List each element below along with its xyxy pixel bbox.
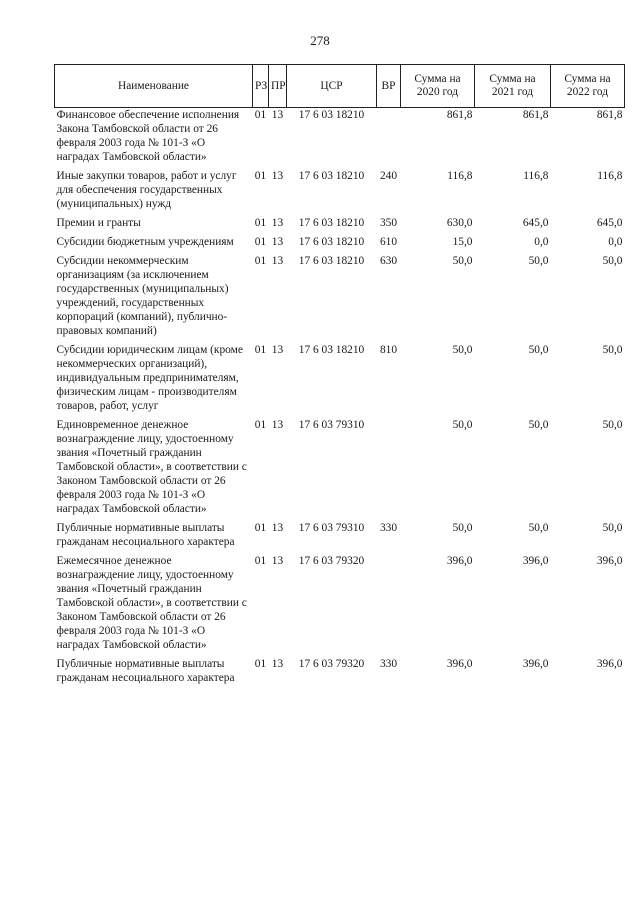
header-rz: РЗ xyxy=(253,65,269,108)
table-body xyxy=(55,108,625,691)
row-rz: 01 xyxy=(254,170,267,182)
row-pr: 13 xyxy=(271,658,284,670)
row-csr: 17 6 03 79310 xyxy=(298,419,365,431)
row-name: Субсидии некоммерческим организациям (за исключением государственных (муниципальных) учреждений, государственных корпораций (компаний), публично-правовых компаний) xyxy=(56,255,229,337)
header-vr: ВР xyxy=(377,65,401,108)
header-pr: ПР xyxy=(269,65,287,108)
row-vr: 350 xyxy=(379,217,398,229)
row-sum-2021: 396,0 xyxy=(522,658,549,670)
row-name: Финансовое обеспечение исполнения Закона Тамбовской области от 26 февраля 2003 года № 101-З «О наградах Тамбовской области» xyxy=(56,109,240,163)
row-name: Публичные нормативные выплаты гражданам несоциального характера xyxy=(56,522,235,548)
table-row xyxy=(55,418,625,521)
row-sum-2021: 116,8 xyxy=(523,170,549,182)
row-sum-2022: 50,0 xyxy=(602,419,623,431)
row-sum-2021: 50,0 xyxy=(528,419,549,431)
row-sum-2020: 116,8 xyxy=(447,170,473,182)
row-csr: 17 6 03 79320 xyxy=(298,555,365,567)
row-sum-2021: 396,0 xyxy=(522,555,549,567)
row-name: Публичные нормативные выплаты гражданам несоциального характера xyxy=(56,658,235,684)
row-sum-2021: 0,0 xyxy=(534,236,549,248)
row-rz: 01 xyxy=(254,658,267,670)
row-pr: 13 xyxy=(271,109,284,121)
row-sum-2020: 630,0 xyxy=(446,217,473,229)
row-sum-2020: 50,0 xyxy=(452,255,473,267)
row-sum-2020: 396,0 xyxy=(446,658,473,670)
row-vr: 630 xyxy=(379,255,398,267)
row-csr: 17 6 03 18210 xyxy=(298,109,365,121)
row-pr: 13 xyxy=(271,255,284,267)
header-sum-2021: Сумма на 2021 год xyxy=(475,65,551,108)
row-sum-2020: 50,0 xyxy=(452,344,473,356)
header-csr: ЦСР xyxy=(287,65,377,108)
row-sum-2022: 50,0 xyxy=(602,255,623,267)
page-number: 278 xyxy=(310,33,330,48)
row-sum-2021: 861,8 xyxy=(522,109,549,121)
row-sum-2020: 50,0 xyxy=(452,419,473,431)
row-sum-2020: 861,8 xyxy=(446,109,473,121)
row-name: Ежемесячное денежное вознаграждение лицу, удостоенному звания «Почетный гражданин Тамбовской области», в соответствии с Законом Тамбовской области от 26 февраля 2003 года № 101-З «О наградах Тамбовской области» xyxy=(56,555,247,651)
row-pr: 13 xyxy=(271,217,284,229)
table-row xyxy=(55,657,625,690)
row-vr: 610 xyxy=(379,236,398,248)
row-sum-2022: 0,0 xyxy=(608,236,623,248)
row-pr: 13 xyxy=(271,555,284,567)
budget-table xyxy=(54,64,625,690)
table-row xyxy=(55,216,625,235)
row-csr: 17 6 03 79320 xyxy=(298,658,365,670)
header-row xyxy=(55,65,625,108)
row-pr: 13 xyxy=(271,344,284,356)
row-name: Единовременное денежное вознаграждение лицу, удостоенному звания «Почетный гражданин Тамбовской области», в соответствии с Законом Тамбовской области от 26 февраля 2003 года № 101-З «О наградах Тамбовской области» xyxy=(56,419,247,515)
row-csr: 17 6 03 18210 xyxy=(298,344,365,356)
table-row xyxy=(55,108,625,170)
row-sum-2022: 861,8 xyxy=(596,109,623,121)
table-row xyxy=(55,343,625,418)
row-sum-2022: 645,0 xyxy=(596,217,623,229)
row-sum-2022: 396,0 xyxy=(596,555,623,567)
row-rz: 01 xyxy=(254,555,267,567)
header-sum-2022: Сумма на 2022 год xyxy=(551,65,625,108)
row-rz: 01 xyxy=(254,236,267,248)
row-rz: 01 xyxy=(254,217,267,229)
row-rz: 01 xyxy=(254,419,267,431)
header-sum-2020: Сумма на 2020 год xyxy=(401,65,475,108)
row-csr: 17 6 03 18210 xyxy=(298,170,365,182)
row-rz: 01 xyxy=(254,255,267,267)
table-row xyxy=(55,254,625,343)
row-csr: 17 6 03 18210 xyxy=(298,236,365,248)
row-sum-2022: 116,8 xyxy=(597,170,623,182)
row-vr xyxy=(377,418,401,521)
row-sum-2021: 50,0 xyxy=(528,255,549,267)
header-name: Наименование xyxy=(55,65,253,108)
row-pr: 13 xyxy=(271,170,284,182)
row-vr: 240 xyxy=(379,170,398,182)
table-row xyxy=(55,169,625,216)
row-sum-2020: 396,0 xyxy=(446,555,473,567)
row-name: Субсидии бюджетным учреждениям xyxy=(56,236,234,248)
row-rz: 01 xyxy=(254,109,267,121)
row-sum-2022: 50,0 xyxy=(602,344,623,356)
row-sum-2022: 396,0 xyxy=(596,658,623,670)
row-sum-2020: 15,0 xyxy=(452,236,473,248)
row-csr: 17 6 03 18210 xyxy=(298,217,365,229)
row-sum-2021: 50,0 xyxy=(528,344,549,356)
row-pr: 13 xyxy=(271,522,284,534)
row-vr xyxy=(377,108,401,170)
row-rz: 01 xyxy=(254,522,267,534)
row-vr: 330 xyxy=(379,522,398,534)
row-csr: 17 6 03 79310 xyxy=(298,522,365,534)
table-row xyxy=(55,521,625,554)
row-vr xyxy=(377,554,401,657)
row-sum-2021: 50,0 xyxy=(528,522,549,534)
row-vr: 810 xyxy=(379,344,398,356)
row-vr: 330 xyxy=(379,658,398,670)
table-row xyxy=(55,554,625,657)
row-rz: 01 xyxy=(254,344,267,356)
row-sum-2022: 50,0 xyxy=(602,522,623,534)
row-sum-2020: 50,0 xyxy=(452,522,473,534)
row-name: Субсидии юридическим лицам (кроме некоммерческих организаций), индивидуальным предпринимателям, физическим лицам - производителям товаров, работ, услуг xyxy=(56,344,243,412)
row-pr: 13 xyxy=(271,419,284,431)
table-row xyxy=(55,235,625,254)
row-pr: 13 xyxy=(271,236,284,248)
row-name: Премии и гранты xyxy=(56,217,141,229)
row-sum-2021: 645,0 xyxy=(522,217,549,229)
row-csr: 17 6 03 18210 xyxy=(298,255,365,267)
row-name: Иные закупки товаров, работ и услуг для обеспечения государственных (муниципальных) нужд xyxy=(56,170,237,210)
